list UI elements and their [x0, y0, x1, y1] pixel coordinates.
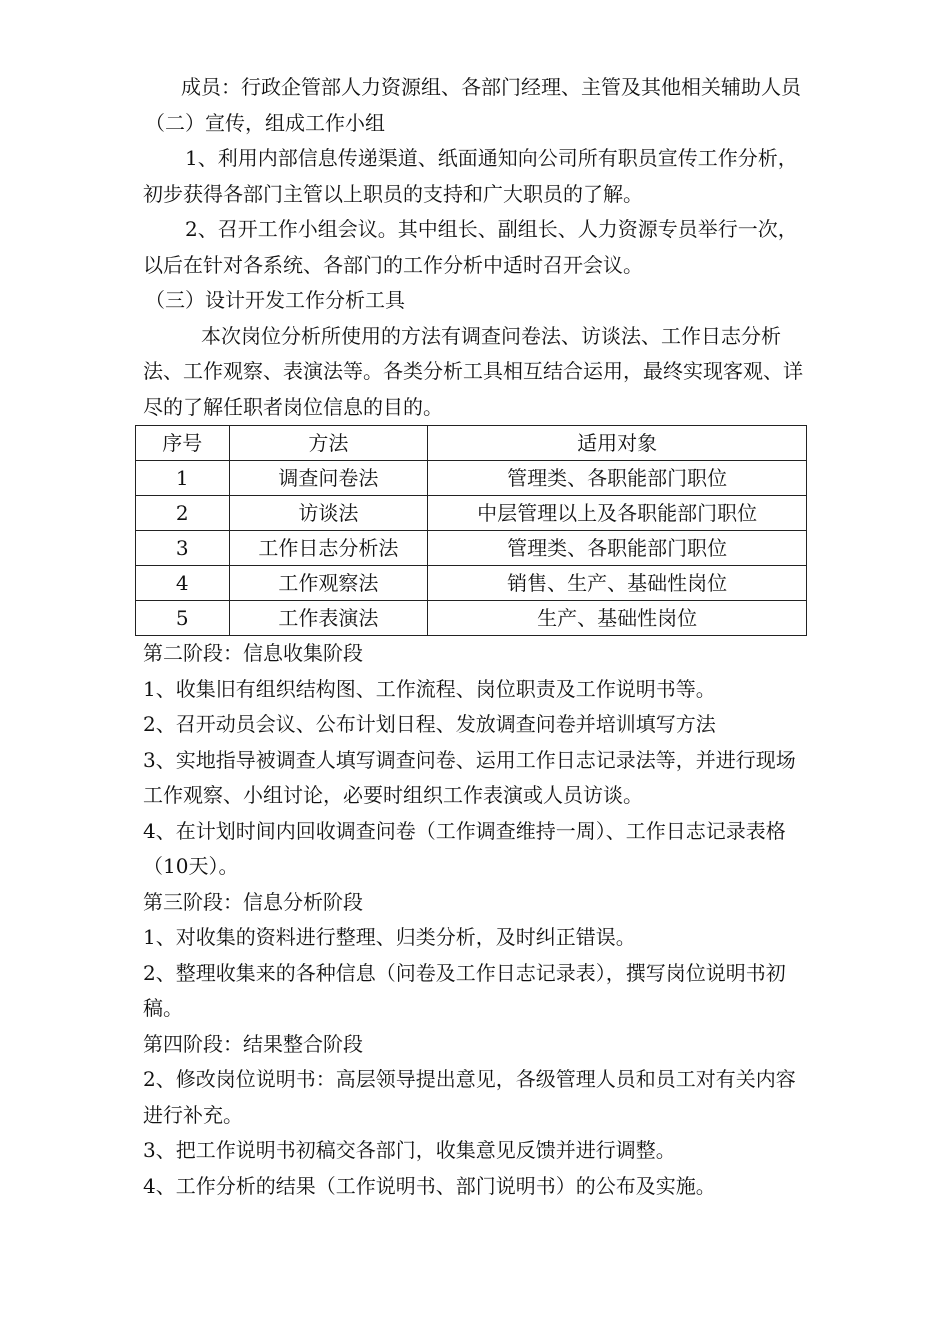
methods-table [135, 425, 807, 636]
paragraph-stage-2-item-4: 4、在计划时间内回收调查问卷（工作调查维持一周）、工作日志记录表格（10天）。 [143, 818, 786, 878]
cell-method: 调查问卷法 [229, 461, 428, 496]
paragraph-stage-2-item-2: 2、召开动员会议、公布计划日程、发放调查问卷并培训填写方法 [143, 712, 716, 736]
paragraph-publicity-1: 1、利用内部信息传递渠道、纸面通知向公司所有职员宣传工作分析，初步获得各部门主管以上职员的支持和广大职员的了解。 [143, 146, 798, 206]
heading-stage-3: 第三阶段：信息分析阶段 [143, 889, 363, 914]
paragraph-members: 成员：行政企管部人力资源组、各部门经理、主管及其他相关辅助人员 [181, 75, 801, 99]
table-row [136, 531, 807, 566]
table-row [136, 461, 807, 496]
cell-target: 生产、基础性岗位 [428, 601, 807, 636]
paragraph-stage-2-item-1: 1、收集旧有组织结构图、工作流程、岗位职责及工作说明书等。 [143, 676, 716, 701]
cell-index: 4 [136, 566, 230, 601]
header-target: 适用对象 [428, 426, 807, 461]
paragraph-stage-4-item-2: 2、修改岗位说明书：高层领导提出意见，各级管理人员和员工对有关内容进行补充。 [143, 1067, 796, 1127]
cell-target: 管理类、各职能部门职位 [428, 461, 807, 496]
heading-publicity: （二）宣传，组成工作小组 [145, 110, 385, 135]
cell-method: 访谈法 [229, 496, 428, 531]
table-header-row [136, 426, 807, 461]
cell-index: 5 [136, 601, 230, 636]
paragraph-stage-3-item-2: 2、整理收集来的各种信息（问卷及工作日志记录表），撰写岗位说明书初稿。 [143, 960, 786, 1020]
header-index: 序号 [136, 426, 230, 461]
heading-design-tools: （三）设计开发工作分析工具 [145, 288, 405, 312]
paragraph-publicity-2: 2、召开工作小组会议。其中组长、副组长、人力资源专员举行一次，以后在针对各系统、各部门的工作分析中适时召开会议。 [143, 217, 798, 277]
document-body [143, 70, 808, 1204]
cell-index: 2 [136, 496, 230, 531]
paragraph-stage-3-item-1: 1、对收集的资料进行整理、归类分析，及时纠正错误。 [143, 925, 636, 949]
paragraph-stage-4-item-4: 4、工作分析的结果（工作说明书、部门说明书）的公布及实施。 [143, 1173, 716, 1198]
cell-index: 3 [136, 531, 230, 566]
cell-method: 工作日志分析法 [229, 531, 428, 566]
cell-index: 1 [136, 461, 230, 496]
cell-target: 中层管理以上及各职能部门职位 [428, 496, 807, 531]
paragraph-stage-4-item-3: 3、把工作说明书初稿交各部门，收集意见反馈并进行调整。 [143, 1138, 676, 1162]
cell-target: 管理类、各职能部门职位 [428, 531, 807, 566]
paragraph-methods: 本次岗位分析所使用的方法有调查问卷法、访谈法、工作日志分析法、工作观察、表演法等。各类分析工具相互结合运用，最终实现客观、详尽的了解任职者岗位信息的目的。 [143, 323, 803, 419]
cell-target: 销售、生产、基础性岗位 [428, 566, 807, 601]
heading-stage-4: 第四阶段：结果整合阶段 [143, 1031, 363, 1056]
paragraph-stage-2-item-3: 3、实地指导被调查人填写调查问卷、运用工作日志记录法等，并进行现场工作观察、小组讨论，必要时组织工作表演或人员访谈。 [143, 747, 796, 807]
table-row [136, 601, 807, 636]
header-method: 方法 [229, 426, 428, 461]
table-row [136, 566, 807, 601]
cell-method: 工作表演法 [229, 601, 428, 636]
table-row [136, 496, 807, 531]
cell-method: 工作观察法 [229, 566, 428, 601]
heading-stage-2: 第二阶段：信息收集阶段 [143, 641, 363, 665]
